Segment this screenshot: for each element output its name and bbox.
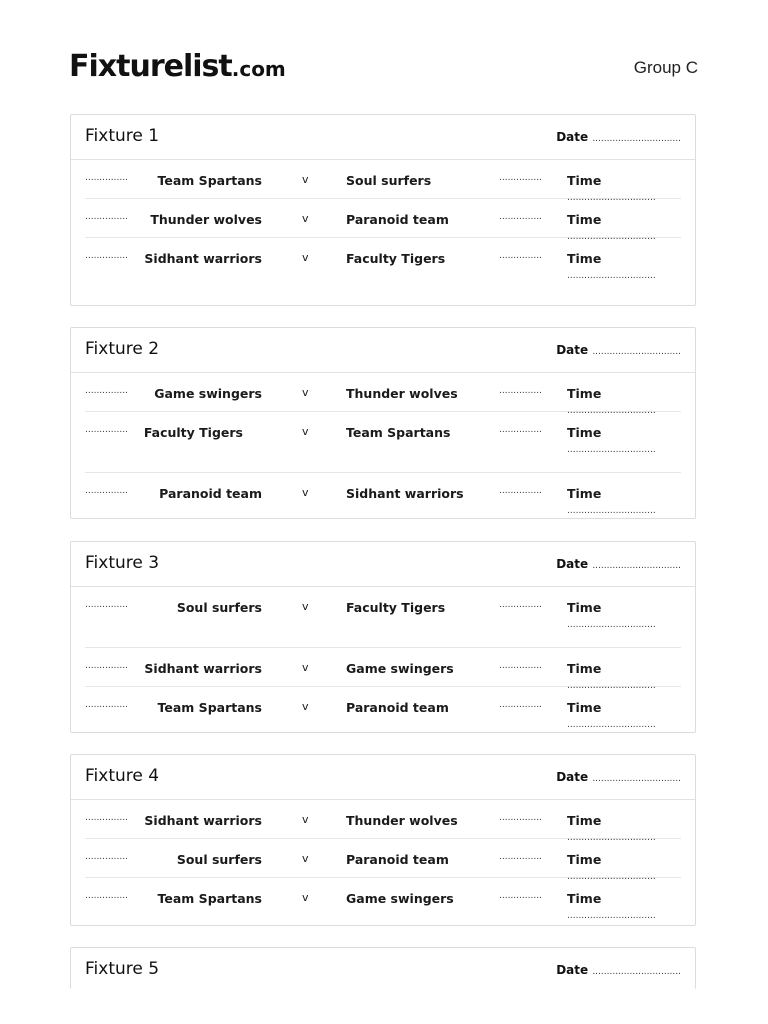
away-team: Game swingers: [346, 891, 454, 906]
logo-main-text: Fixturelist: [69, 49, 232, 84]
match-row: [85, 373, 681, 416]
away-team: Faculty Tigers: [346, 251, 446, 266]
time-blank: ...............................: [567, 720, 656, 730]
away-score-blank: ...............: [499, 700, 542, 710]
fixture-header: [71, 115, 695, 160]
fixture-card-1: [70, 114, 696, 306]
date-blank: ...............................: [592, 774, 681, 784]
fixturelist-logo: [69, 49, 286, 84]
date-label: Date: [556, 963, 589, 977]
time-blank: ...............................: [567, 193, 656, 203]
date-blank: ...............................: [592, 347, 681, 357]
match-row: [85, 473, 681, 516]
time-label: Time: [567, 813, 602, 828]
match-time: [567, 700, 681, 730]
time-label: Time: [567, 173, 602, 188]
home-score-blank: ...............: [85, 486, 128, 496]
match-time: [567, 425, 681, 455]
logo-domain-text: .com: [231, 57, 286, 81]
time-label: Time: [567, 700, 602, 715]
fixture-date: [556, 557, 681, 571]
time-label: Time: [567, 251, 602, 266]
versus-label: v: [302, 486, 309, 499]
match-row: [85, 238, 681, 281]
home-team: Paranoid team: [159, 486, 262, 501]
versus-label: v: [302, 600, 309, 613]
home-team: Thunder wolves: [150, 212, 262, 227]
home-score-blank: ...............: [85, 852, 128, 862]
match-time: [567, 251, 681, 281]
match-row: [85, 199, 681, 242]
home-team: Game swingers: [154, 386, 262, 401]
away-team: Thunder wolves: [346, 813, 458, 828]
time-blank: ...............................: [567, 232, 656, 242]
versus-label: v: [302, 700, 309, 713]
away-score-blank: ...............: [499, 212, 542, 222]
away-team: Faculty Tigers: [346, 600, 446, 615]
versus-label: v: [302, 173, 309, 186]
fixture-title: Fixture 2: [85, 339, 160, 359]
date-blank: ...............................: [592, 967, 681, 977]
versus-label: v: [302, 425, 309, 438]
home-team: Sidhant warriors: [144, 813, 262, 828]
home-team: Team Spartans: [157, 891, 262, 906]
away-team: Game swingers: [346, 661, 454, 676]
match-row: [85, 878, 681, 921]
away-team: Paranoid team: [346, 700, 449, 715]
home-score-blank: ...............: [85, 891, 128, 901]
match-row: [85, 800, 681, 843]
date-label: Date: [556, 557, 589, 571]
fixture-card-2: [70, 327, 696, 519]
fixture-title: Fixture 4: [85, 766, 160, 786]
away-team: Team Spartans: [346, 425, 451, 440]
versus-label: v: [302, 251, 309, 264]
match-row: [85, 160, 681, 203]
fixture-card-4: [70, 754, 696, 926]
fixture-header: [71, 542, 695, 587]
away-score-blank: ...............: [499, 425, 542, 435]
home-score-blank: ...............: [85, 386, 128, 396]
home-score-blank: ...............: [85, 600, 128, 610]
fixture-date: [556, 343, 681, 357]
time-blank: ...............................: [567, 681, 656, 691]
home-score-blank: ...............: [85, 173, 128, 183]
time-blank: ...............................: [567, 620, 656, 630]
fixture-title: Fixture 5: [85, 959, 160, 979]
away-score-blank: ...............: [499, 600, 542, 610]
match-row: [85, 648, 681, 691]
away-score-blank: ...............: [499, 251, 542, 261]
time-blank: ...............................: [567, 911, 656, 921]
away-score-blank: ...............: [499, 661, 542, 671]
fixture-date: [556, 130, 681, 144]
match-time: [567, 600, 681, 630]
away-score-blank: ...............: [499, 891, 542, 901]
match-row: [85, 687, 681, 730]
time-label: Time: [567, 600, 602, 615]
home-team: Team Spartans: [157, 700, 262, 715]
date-blank: ...............................: [592, 134, 681, 144]
fixture-title: Fixture 1: [85, 126, 160, 146]
home-score-blank: ...............: [85, 661, 128, 671]
away-score-blank: ...............: [499, 852, 542, 862]
home-score-blank: ...............: [85, 813, 128, 823]
versus-label: v: [302, 661, 309, 674]
fixture-date: [556, 963, 681, 977]
away-score-blank: ...............: [499, 813, 542, 823]
away-score-blank: ...............: [499, 486, 542, 496]
fixture-header: [71, 948, 695, 989]
home-team: Soul surfers: [176, 852, 262, 867]
fixture-header: [71, 328, 695, 373]
time-blank: ...............................: [567, 833, 656, 843]
date-label: Date: [556, 343, 589, 357]
match-row: [85, 839, 681, 882]
time-blank: ...............................: [567, 271, 656, 281]
date-blank: ...............................: [592, 561, 681, 571]
time-label: Time: [567, 212, 602, 227]
home-team: Sidhant warriors: [144, 661, 262, 676]
away-team: Paranoid team: [346, 212, 449, 227]
time-label: Time: [567, 852, 602, 867]
match-row: [85, 587, 681, 648]
away-team: Thunder wolves: [346, 386, 458, 401]
fixture-date: [556, 770, 681, 784]
home-score-blank: ...............: [85, 425, 128, 435]
versus-label: v: [302, 852, 309, 865]
match-row: [85, 412, 681, 473]
fixture-card-5: [70, 947, 696, 989]
fixture-card-3: [70, 541, 696, 733]
home-team: Team Spartans: [157, 173, 262, 188]
versus-label: v: [302, 891, 309, 904]
home-score-blank: ...............: [85, 700, 128, 710]
versus-label: v: [302, 212, 309, 225]
away-team: Paranoid team: [346, 852, 449, 867]
fixture-header: [71, 755, 695, 800]
date-label: Date: [556, 130, 589, 144]
group-label: Group C: [633, 58, 698, 77]
time-blank: ...............................: [567, 406, 656, 416]
away-score-blank: ...............: [499, 386, 542, 396]
time-blank: ...............................: [567, 872, 656, 882]
away-team: Soul surfers: [346, 173, 432, 188]
time-label: Time: [567, 486, 602, 501]
date-label: Date: [556, 770, 589, 784]
time-label: Time: [567, 386, 602, 401]
time-blank: ...............................: [567, 506, 656, 516]
time-label: Time: [567, 425, 602, 440]
home-score-blank: ...............: [85, 251, 128, 261]
time-label: Time: [567, 891, 602, 906]
versus-label: v: [302, 813, 309, 826]
time-blank: ...............................: [567, 445, 656, 455]
away-score-blank: ...............: [499, 173, 542, 183]
fixture-title: Fixture 3: [85, 553, 160, 573]
match-time: [567, 486, 681, 516]
home-team: Faculty Tigers: [143, 425, 243, 440]
time-label: Time: [567, 661, 602, 676]
home-team: Sidhant warriors: [144, 251, 262, 266]
home-score-blank: ...............: [85, 212, 128, 222]
away-team: Sidhant warriors: [346, 486, 464, 501]
home-team: Soul surfers: [176, 600, 262, 615]
match-time: [567, 891, 681, 921]
versus-label: v: [302, 386, 309, 399]
